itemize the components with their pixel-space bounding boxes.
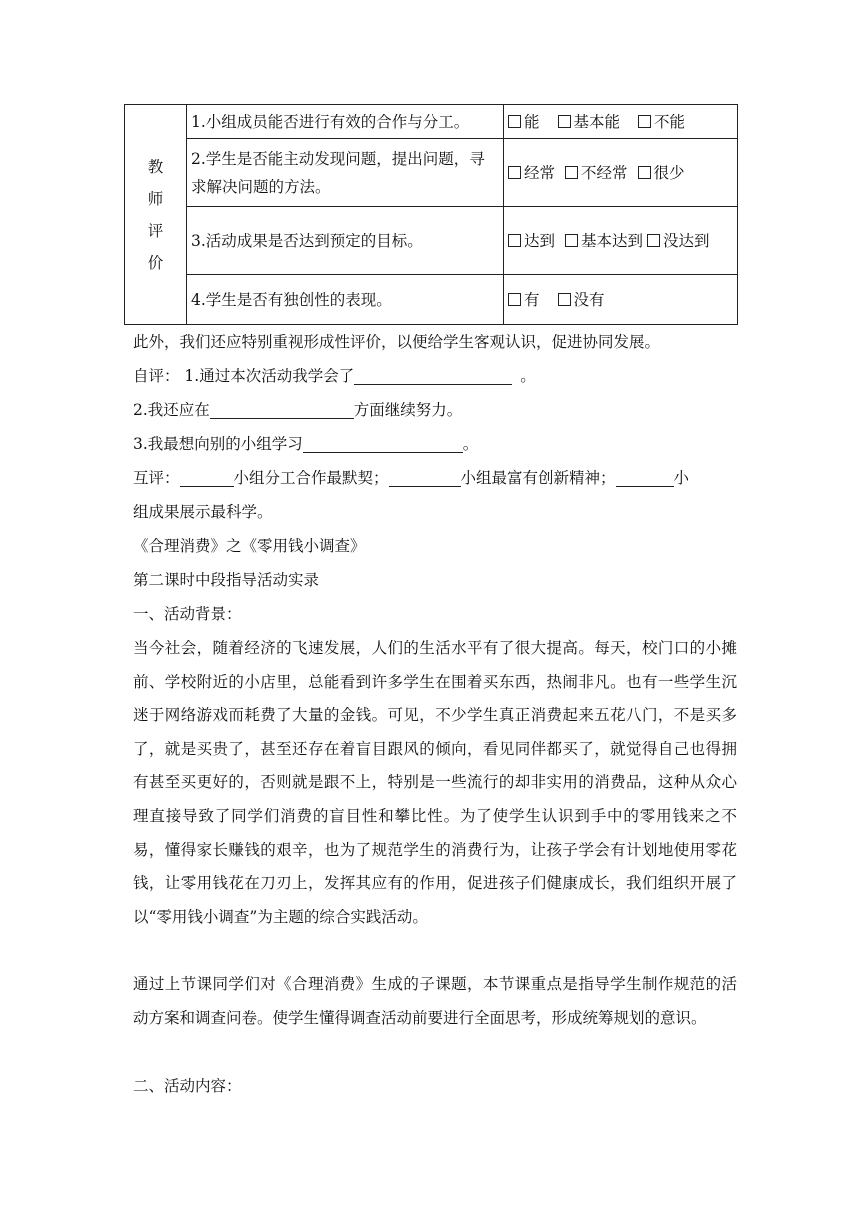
peer-eval-line-2: 组成果展示最科学。 xyxy=(133,503,273,521)
options-cell xyxy=(504,105,738,139)
option-label: 经常 xyxy=(524,163,556,182)
self-eval-line-1 xyxy=(133,360,737,394)
self-eval-text: 。 xyxy=(520,367,536,385)
checkbox-icon xyxy=(647,234,660,247)
table-row xyxy=(125,207,738,275)
peer-eval-text: 小 xyxy=(673,469,690,487)
criterion-cell: 1.小组成员能否进行有效的合作与分工。 xyxy=(187,105,504,139)
checkbox-icon xyxy=(638,166,651,179)
option-label: 有 xyxy=(524,290,540,309)
table-row xyxy=(125,139,738,207)
option-checkbox[interactable] xyxy=(508,284,540,316)
option-checkbox[interactable] xyxy=(508,157,555,189)
side-label-char: 价 xyxy=(147,253,164,272)
fill-blank[interactable] xyxy=(210,400,354,419)
option-checkbox[interactable] xyxy=(647,232,710,250)
peer-eval-text: 小组最富有创新精神； xyxy=(460,469,616,487)
self-eval-text: 自评： 1.通过本次活动我学会了 xyxy=(133,367,355,385)
self-eval-text: 2.我还应在 xyxy=(133,401,210,419)
activity-title: 《合理消费》之《零用钱小调查》 xyxy=(133,537,366,555)
activity-subtitle: 第二课时中段指导活动实录 xyxy=(133,571,320,589)
fill-blank[interactable] xyxy=(389,468,461,487)
option-checkbox[interactable] xyxy=(638,106,685,138)
option-label: 没达到 xyxy=(663,231,710,250)
side-label-char: 评 xyxy=(147,221,164,240)
teacher-evaluation-label xyxy=(125,105,187,325)
checkbox-icon xyxy=(508,166,521,179)
checkbox-icon xyxy=(558,293,571,306)
options-cell xyxy=(504,139,738,207)
teacher-evaluation-table xyxy=(124,104,738,325)
option-checkbox[interactable] xyxy=(508,106,540,138)
checkbox-icon xyxy=(565,234,578,247)
table-row xyxy=(125,105,738,139)
options-cell xyxy=(504,275,738,325)
fill-blank[interactable] xyxy=(354,366,512,385)
self-eval-text: 。 xyxy=(462,435,479,453)
option-checkbox[interactable] xyxy=(508,232,555,250)
option-label: 基本达到 xyxy=(581,231,644,250)
self-eval-text: 3.我最想向别的小组学习 xyxy=(133,435,303,453)
checkbox-icon xyxy=(508,115,521,128)
option-label: 能 xyxy=(524,112,540,131)
criterion-cell: 4.学生是否有独创性的表现。 xyxy=(187,275,504,325)
checkbox-icon xyxy=(508,293,521,306)
option-label: 基本能 xyxy=(573,112,621,131)
fill-blank[interactable] xyxy=(303,434,463,453)
fill-blank[interactable] xyxy=(180,468,234,487)
criterion-cell: 3.活动成果是否达到预定的目标。 xyxy=(187,207,504,275)
self-eval-line-3 xyxy=(133,428,737,462)
peer-eval-text: 小组分工合作最默契； xyxy=(233,469,389,487)
option-checkbox[interactable] xyxy=(558,284,605,316)
self-eval-text: 方面继续努力。 xyxy=(353,401,463,419)
options-cell xyxy=(504,207,738,275)
option-label: 很少 xyxy=(653,163,685,182)
checkbox-icon xyxy=(565,166,578,179)
table-row xyxy=(125,275,738,325)
self-eval-line-2 xyxy=(133,394,737,428)
option-checkbox[interactable] xyxy=(558,106,621,138)
background-paragraph: 当今社会，随着经济的飞速发展，人们的生活水平有了很大提高。每天，校门口的小摊前、学校附近的小店里，总能看到许多学生在围着买东西，热闹非凡。也有一些学生沉迷于网络游戏而耗费了大量的金钱。可见，不少学生真正消费起来五花八门，不是买多了，就是买贵了，甚至还存在着盲目跟风的倾向，看见同伴都买了，就觉得自己也得拥有甚至买更好的，否则就是跟不上，特别是一些流行的却非实用的消费品，这种从众心理直接导致了同学们消费的盲目性和攀比性。为了使学生认识到手中的零用钱来之不易，懂得家长赚钱的艰辛，也为了规范学生的消费行为，让孩子学会有计划地使用零花钱，让零用钱花在刀刃上，发挥其应有的作用，促进孩子们健康成长，我们组织开展了以“零用钱小调查”为主题的综合实践活动。 xyxy=(133,639,737,926)
section-heading-background: 一、活动背景： xyxy=(133,605,242,623)
checkbox-icon xyxy=(638,115,651,128)
checkbox-icon xyxy=(508,234,521,247)
option-label: 没有 xyxy=(573,290,605,309)
option-checkbox[interactable] xyxy=(638,157,685,189)
fill-blank[interactable] xyxy=(616,468,674,487)
checkbox-icon xyxy=(558,115,571,128)
option-label: 不能 xyxy=(654,112,686,131)
option-checkbox[interactable] xyxy=(565,232,643,250)
side-label-char: 教 xyxy=(147,157,164,176)
side-label-char: 师 xyxy=(147,189,164,208)
option-checkbox[interactable] xyxy=(565,157,628,189)
criterion-cell: 2.学生是否能主动发现问题，提出问题，寻求解决问题的方法。 xyxy=(187,139,504,207)
formative-evaluation-note: 此外，我们还应特别重视形成性评价，以便给学生客观认识，促进协同发展。 xyxy=(133,333,661,351)
peer-eval-text: 互评： xyxy=(133,469,180,487)
option-label: 不经常 xyxy=(581,163,628,182)
lesson-focus-paragraph: 通过上节课同学们对《合理消费》生成的子课题，本节课重点是指导学生制作规范的活动方案和调查问卷。使学生懂得调查活动前要进行全面思考，形成统筹规划的意识。 xyxy=(133,975,737,1027)
option-label: 达到 xyxy=(524,231,556,250)
section-heading-content: 二、活动内容： xyxy=(133,1077,242,1095)
peer-eval-line-1 xyxy=(133,462,737,496)
